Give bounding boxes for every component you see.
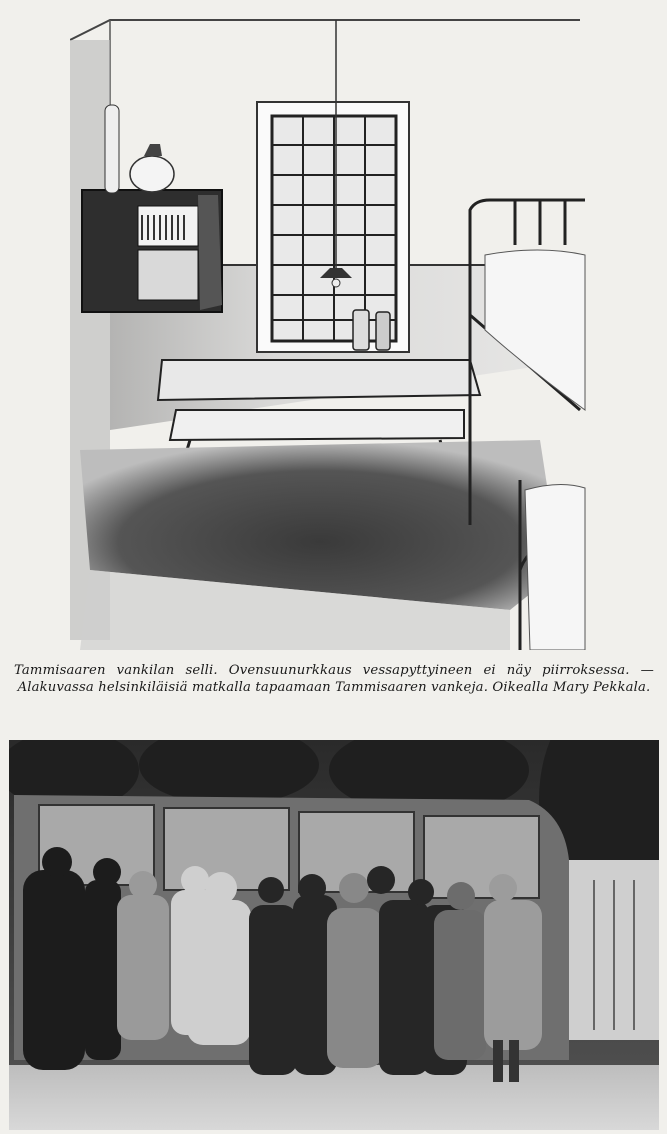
cell-drawing-svg — [70, 10, 590, 650]
group-photo-svg — [9, 740, 659, 1130]
group-photo-image — [9, 740, 659, 1130]
cell-drawing-image — [70, 10, 590, 650]
figure-caption: Tammisaaren vankilan selli. Ovensuunurkkaus vessapyttyineen ei näy piirroksessa. — Alakuvassa helsinkiläisiä matkalla tapaamaan Tammisaaren vankeja. Oikealla Mary Pekkala. — [14, 663, 654, 695]
